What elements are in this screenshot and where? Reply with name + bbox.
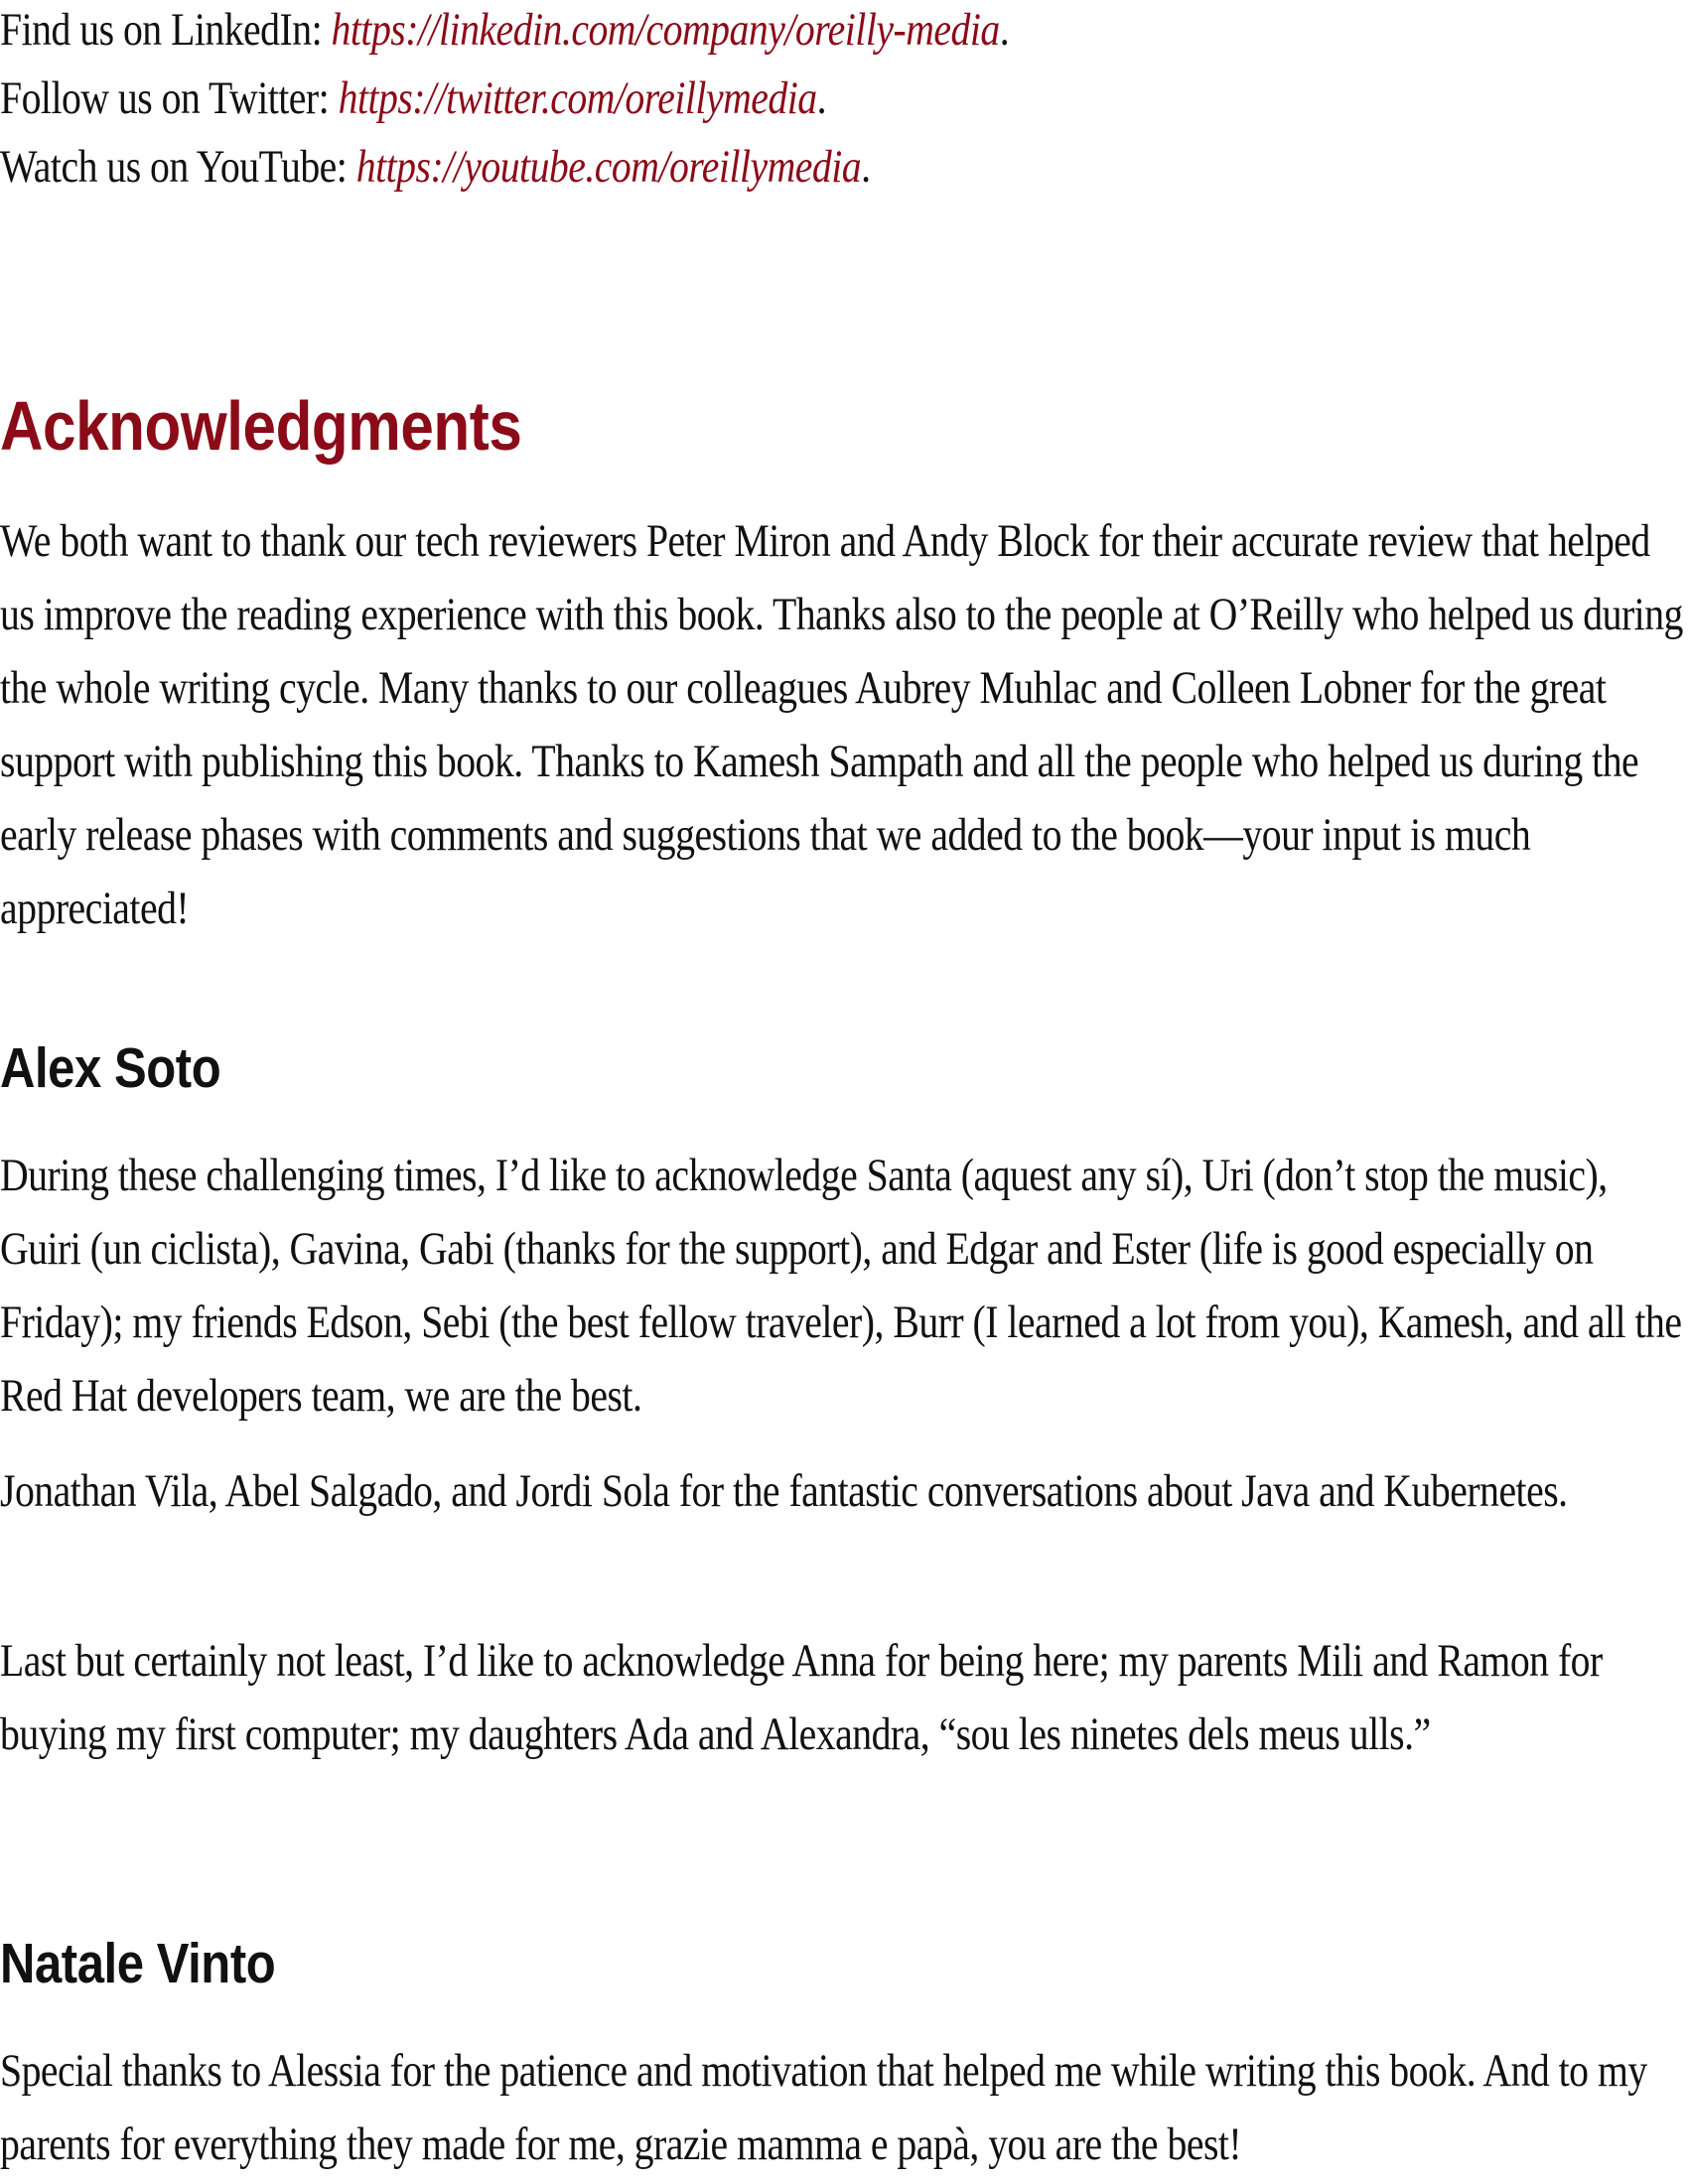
linkedin-line [0, 0, 1009, 60]
linkedin-suffix: . [999, 4, 1010, 56]
youtube-suffix: . [861, 141, 871, 193]
youtube-link[interactable]: https://youtube.com/oreillymedia [355, 141, 862, 193]
linkedin-link[interactable]: https://linkedin.com/company/oreilly-media [331, 4, 1000, 56]
alex-soto-paragraph-2: Jonathan Vila, Abel Salgado, and Jordi Sola for the fantastic conversations about Java and Kubernetes. [0, 1465, 1568, 1517]
linkedin-label: Find us on LinkedIn: [0, 4, 332, 56]
natale-vinto-heading: Natale Vinto [0, 1932, 276, 1995]
alex-soto-paragraph-3: Last but certainly not least, I’d like to acknowledge Anna for being here; my parents Mili and Ramon for buying my first computer; my daughters Ada and Alexandra, “sou les ninetes dels meus ulls.” [0, 1635, 1603, 1760]
youtube-label: Watch us on YouTube: [0, 141, 356, 193]
alex-soto-heading: Alex Soto [0, 1036, 221, 1100]
twitter-label: Follow us on Twitter: [0, 72, 339, 124]
alex-soto-paragraph-1: During these challenging times, I’d like to acknowledge Santa (aquest any sí), Uri (don’t stop the music), Guiri (un ciclista), Gavina, Gabi (thanks for the support), and Edgar and Ester (life is good especially on Friday); my friends Edson, Sebi (the best fellow traveler), Burr (I learned a lot from you), Kamesh, and all the Red Hat developers team, we are the best. [0, 1150, 1682, 1422]
twitter-suffix: . [816, 72, 827, 124]
youtube-line [0, 137, 871, 197]
twitter-line [0, 68, 826, 128]
acknowledgments-heading: Acknowledgments [0, 387, 522, 465]
natale-vinto-paragraph: Special thanks to Alessia for the patience and motivation that helped me while writing this book. And to my parents for everything they made for me, grazie mamma e papà, you are the best! [0, 2045, 1647, 2170]
acknowledgments-paragraph: We both want to thank our tech reviewers Peter Miron and Andy Block for their accurate review that helped us improve the reading experience with this book. Thanks also to the people at O’Reilly who helped us during the whole writing cycle. Many thanks to our colleagues Aubrey Muhlac and Colleen Lobner for the great support with publishing this book. Thanks to Kamesh Sampath and all the people who helped us during the early release phases with comments and suggestions that we added to the book—your input is much appreciated! [0, 515, 1683, 934]
twitter-link[interactable]: https://twitter.com/oreillymedia [338, 72, 817, 124]
